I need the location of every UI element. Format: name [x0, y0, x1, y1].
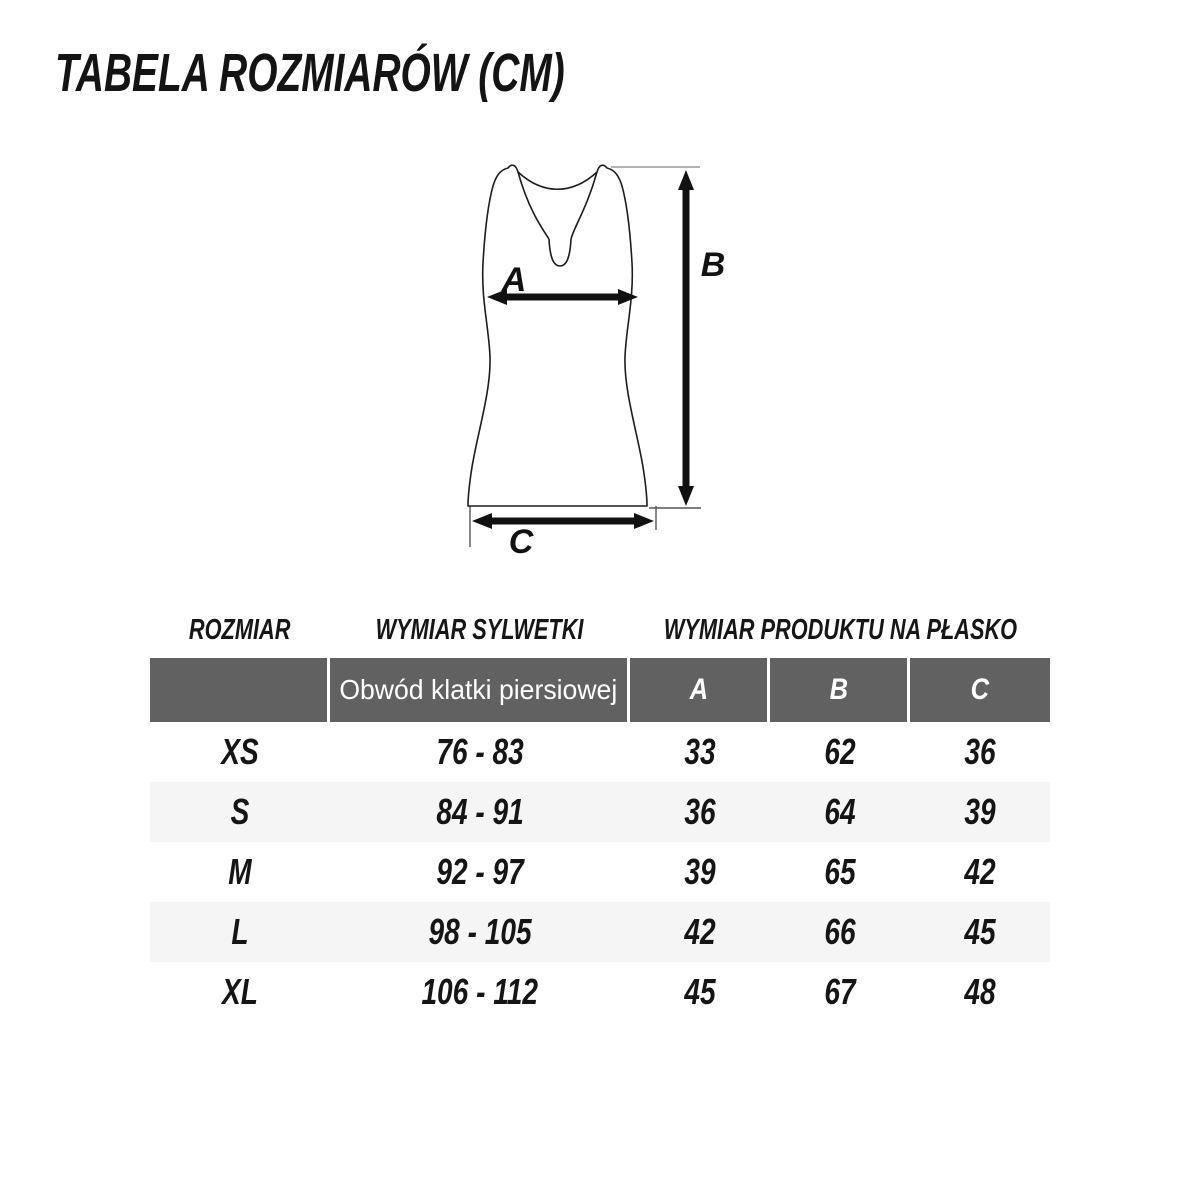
a-cell: 42: [684, 911, 716, 952]
tank-top-diagram: [430, 140, 770, 570]
a-cell: 45: [684, 971, 716, 1012]
header-cell-chest: Obwód klatki piersiowej: [330, 658, 630, 722]
table-row-m: [150, 842, 1050, 902]
header-cell-c: C: [910, 658, 1050, 722]
a-cell: 36: [684, 791, 716, 832]
size-cell: M: [228, 851, 252, 892]
size-cell: XS: [221, 731, 259, 772]
size-table-header-row: [150, 658, 1050, 722]
size-cell: XL: [222, 971, 258, 1012]
c-cell: 39: [964, 791, 996, 832]
b-cell: 64: [824, 791, 856, 832]
b-cell: 62: [824, 731, 856, 772]
header-cell-empty: [150, 658, 330, 722]
measure-arrow-c: [472, 513, 654, 529]
group-header-rozmiar: ROZMIAR: [189, 613, 291, 646]
table-row-l: [150, 902, 1050, 962]
b-cell: 66: [824, 911, 856, 952]
a-cell: 33: [684, 731, 716, 772]
size-cell: L: [231, 911, 249, 952]
group-header-wymiar-sylwetki: WYMIAR SYLWETKI: [376, 613, 584, 646]
measure-label-c: C: [508, 523, 534, 561]
b-cell: 67: [824, 971, 856, 1012]
chest-cell: 106 - 112: [421, 971, 539, 1012]
table-row-xl: [150, 962, 1050, 1022]
chest-cell: 76 - 83: [436, 731, 524, 772]
page-title: TABELA ROZMIARÓW (CM): [55, 43, 565, 103]
table-row-xs: [150, 722, 1050, 782]
measure-label-b: B: [700, 246, 726, 284]
measure-label-a: A: [501, 261, 527, 299]
chest-cell: 84 - 91: [436, 791, 524, 832]
header-cell-b: B: [770, 658, 910, 722]
chest-cell: 98 - 105: [428, 911, 532, 952]
table-row-s: [150, 782, 1050, 842]
size-cell: S: [230, 791, 250, 832]
a-cell: 39: [684, 851, 716, 892]
c-cell: 45: [964, 911, 996, 952]
size-table: [150, 658, 1050, 1022]
group-header-wymiar-produktu: WYMIAR PRODUKTU NA PŁASKO: [663, 613, 1017, 646]
c-cell: 42: [964, 851, 996, 892]
c-cell: 36: [964, 731, 996, 772]
c-cell: 48: [964, 971, 996, 1012]
b-cell: 65: [824, 851, 856, 892]
measure-arrow-b: [678, 170, 694, 506]
table-group-headers: [150, 604, 1050, 656]
header-cell-a: A: [630, 658, 770, 722]
tank-top-outline: [468, 165, 647, 506]
chest-cell: 92 - 97: [436, 851, 524, 892]
